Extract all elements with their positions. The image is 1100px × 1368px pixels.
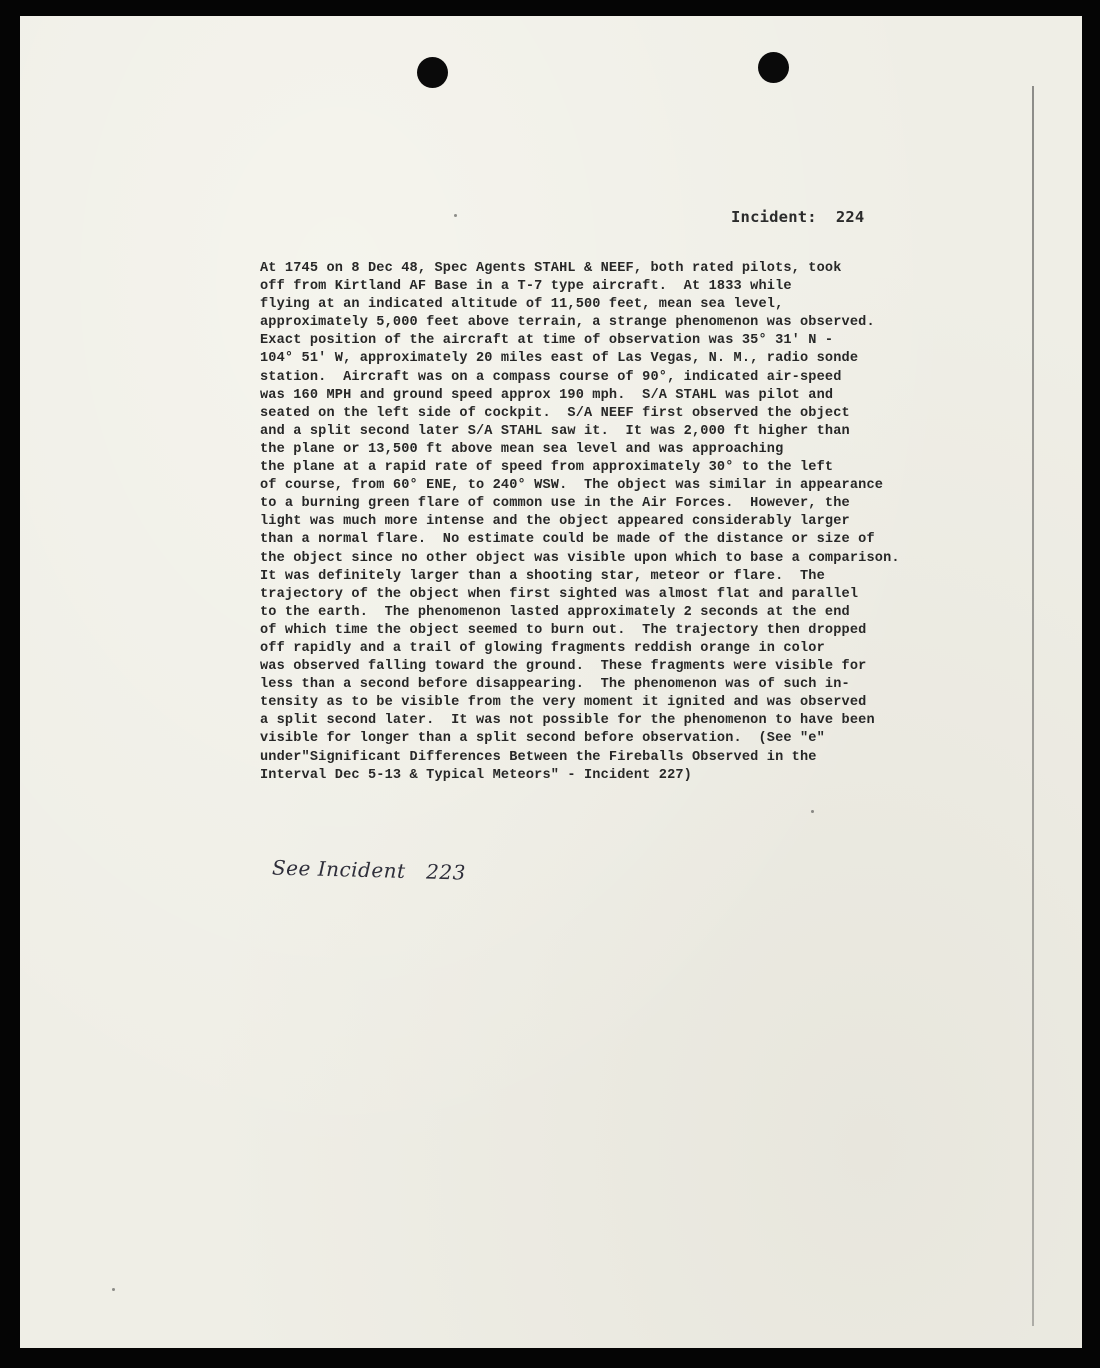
document-page	[20, 16, 1082, 1348]
body-line: of course, from 60° ENE, to 240° WSW. The object was similar in appearance	[260, 478, 884, 494]
punch-hole-left	[417, 57, 448, 88]
body-line: At 1745 on 8 Dec 48, Spec Agents STAHL & NEEF, both rated pilots, took	[260, 261, 842, 276]
body-line: of which time the object seemed to burn out. The trajectory then dropped	[260, 622, 867, 638]
body-line: trajectory of the object when first sighted was almost flat and parallel	[260, 586, 859, 602]
body-line: the plane at a rapid rate of speed from approximately 30° to the left	[260, 460, 834, 476]
body-line: It was definitely larger than a shooting star, meteor or flare. The	[260, 568, 825, 584]
page-edge-line	[1032, 86, 1034, 1326]
body-line: Exact position of the aircraft at time of observation was 35° 31' N -	[260, 333, 834, 349]
paper-speck	[112, 1288, 115, 1291]
body-line: tensity as to be visible from the very moment it ignited and was observed	[260, 695, 867, 711]
body-line: off from Kirtland AF Base in a T-7 type aircraft. At 1833 while	[260, 279, 792, 295]
body-line: 104° 51' W, approximately 20 miles east of Las Vegas, N. M., radio sonde	[260, 351, 859, 367]
incident-number: Incident: 224	[731, 208, 865, 226]
body-line: light was much more intense and the object appeared considerably larger	[260, 514, 850, 530]
body-line: Interval Dec 5-13 & Typical Meteors" - Incident 227)	[260, 767, 692, 783]
paper-speck	[454, 214, 457, 217]
body-line: was 160 MPH and ground speed approx 190 mph. S/A STAHL was pilot and	[260, 387, 834, 403]
body-line: off rapidly and a trail of glowing fragments reddish orange in color	[260, 640, 825, 656]
punch-hole-right	[758, 52, 789, 83]
body-line: was observed falling toward the ground. These fragments were visible for	[260, 659, 867, 675]
body-line: seated on the left side of cockpit. S/A NEEF first observed the object	[260, 405, 850, 421]
body-line: flying at an indicated altitude of 11,500 feet, mean sea level,	[260, 297, 784, 313]
body-line: station. Aircraft was on a compass course of 90°, indicated air-speed	[260, 369, 842, 385]
body-line: approximately 5,000 feet above terrain, a strange phenomenon was observed.	[260, 315, 875, 331]
paper-speck	[811, 810, 814, 813]
body-line: the object since no other object was visible upon which to base a comparison.	[260, 550, 900, 566]
handwritten-note: See Incident 223	[271, 855, 467, 885]
body-line: to the earth. The phenomenon lasted approximately 2 seconds at the end	[260, 604, 850, 620]
body-line: a split second later. It was not possible for the phenomenon to have been	[260, 713, 875, 729]
report-body	[260, 260, 900, 785]
body-line: the plane or 13,500 ft above mean sea level and was approaching	[260, 441, 784, 457]
body-line: and a split second later S/A STAHL saw it. It was 2,000 ft higher than	[260, 423, 850, 439]
body-line: under"Significant Differences Between the Fireballs Observed in the	[260, 749, 817, 765]
body-line: visible for longer than a split second before observation. (See "e"	[260, 731, 825, 747]
body-line: less than a second before disappearing. The phenomenon was of such in-	[260, 677, 850, 693]
body-line: than a normal flare. No estimate could be made of the distance or size of	[260, 532, 875, 548]
body-line: to a burning green flare of common use in the Air Forces. However, the	[260, 496, 850, 512]
